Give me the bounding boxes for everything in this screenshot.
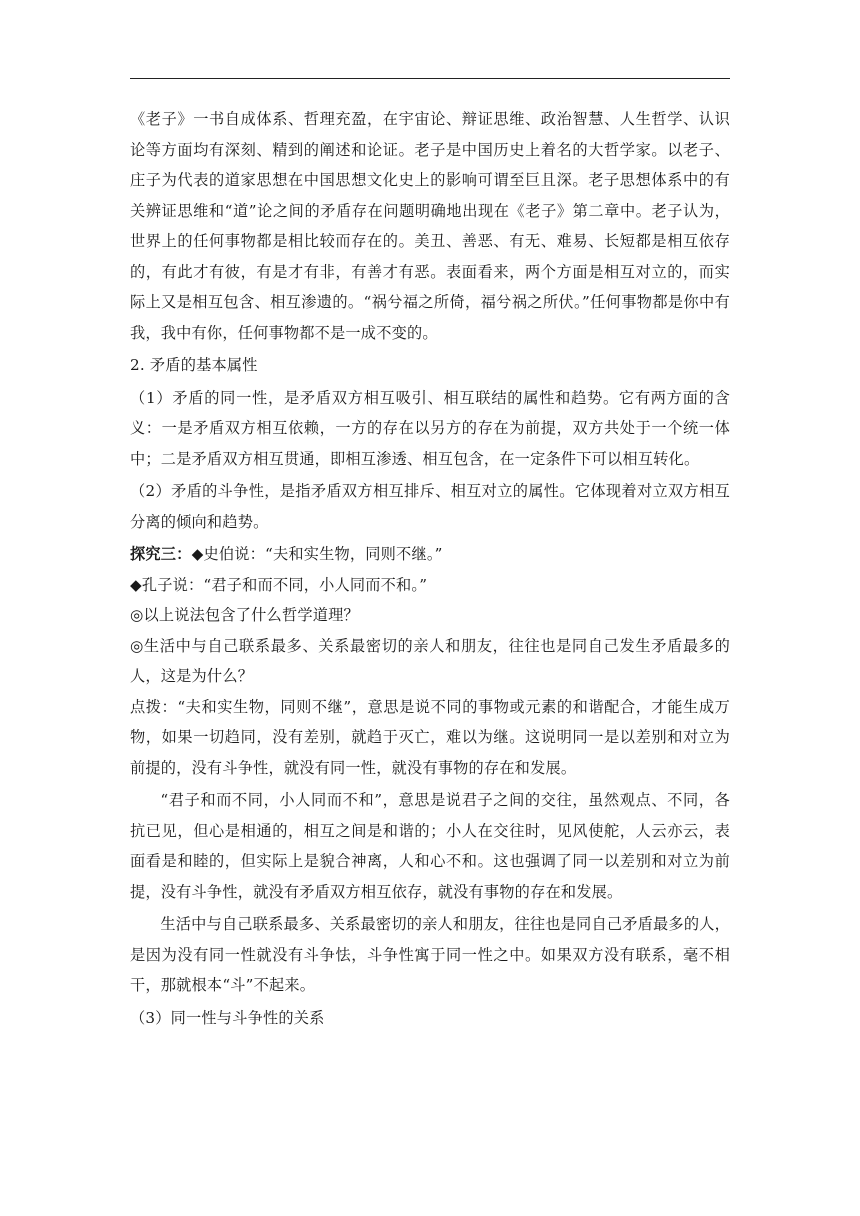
question-2: ◎生活中与自己联系最多、关系最密切的亲人和朋友，往往也是同自己发生矛盾最多的人，这是为什么？: [130, 636, 730, 685]
hint-paragraph-2: “君子和而不同，小人同而不和”，意思是说君子之间的交往，虽然观点、不同，各抗已见，但心是相通的，相互之间是和谐的；小人在交往时，见风使舵，人云亦云，表面看是和睦的，但实际上是貌合神离，人和心不和。这也强调了同一以差别和对立为前提，没有斗争性，就没有矛盾双方相互依存，就没有事物的存在和发展。: [130, 791, 730, 901]
section-heading: 2. 矛盾的基本属性: [130, 356, 258, 374]
question-1: ◎以上说法包含了什么哲学道理？: [130, 606, 359, 624]
explore-line-1: [130, 539, 730, 570]
explore-quote-2: ◆孔子说：“君子和而不同，小人同而不和。”: [130, 575, 428, 594]
explore-label: 探究三：: [130, 545, 192, 563]
hint-paragraph-3: 生活中与自己联系最多、关系最密切的亲人和朋友，往往也是同自己矛盾最多的人，是因为没有同一性就没有斗争怯，斗争性寓于同一性之中。如果双方没有联系，毫不相干，那就根本“斗”不起来。: [130, 915, 730, 994]
hint-paragraph-1: 点拨：“夫和实生物，同则不继”，意思是说不同的事物或元素的和谐配合，才能生成万物，如果一切趋同，没有差别，就趋于灭亡，难以为继。这说明同一是以差别和对立为前提的，没有斗争性，就没有同一性，就没有事物的存在和发展。: [130, 697, 730, 777]
explore-quote-1: ◆史伯说：“夫和实生物，同则不继。”: [191, 545, 443, 563]
list-item-relation: （3）同一性与斗争性的关系: [130, 1008, 325, 1027]
list-item-identity: （1）矛盾的同一性，是矛盾双方相互吸引、相互联结的属性和趋势。它有两方面的含义：一是矛盾双方相互依赖，一方的存在以另方的存在为前提，双方共处于一个统一体中；二是矛盾双方相互贯通，即相互渗透、相互包含，在一定条件下可以相互转化。: [130, 388, 730, 468]
paragraph-laozi: 《老子》一书自成体系、哲理充盈，在宇宙论、辩证思维、政治智慧、人生哲学、认识论等方面均有深刻、精到的阐述和论证。老子是中国历史上着名的大哲学家。以老子、庄子为代表的道家思想在中国思想文化史上的影响可谓至巨且深。老子思想体系中的有关辨证思维和“道”论之间的矛盾存在问题明确地出现在《老子》第二章中。老子认为，世界上的任何事物都是相比较而存在的。美丑、善恶、有无、难易、长短都是相互依存的，有此才有彼，有是才有非，有善才有恶。表面看来，两个方面是相互对立的，而实际上又是相互包含、相互渗遗的。“祸兮福之所倚，福兮祸之所伏。”任何事物都是你中有我，我中有你，任何事物都不是一成不变的。: [130, 110, 730, 342]
document-body: [130, 104, 730, 1033]
header-rule: [130, 78, 730, 79]
list-item-struggle: （2）矛盾的斗争性，是指矛盾双方相互排斥、相互对立的属性。它体现着对立双方相互分离的倾向和趋势。: [130, 482, 730, 531]
